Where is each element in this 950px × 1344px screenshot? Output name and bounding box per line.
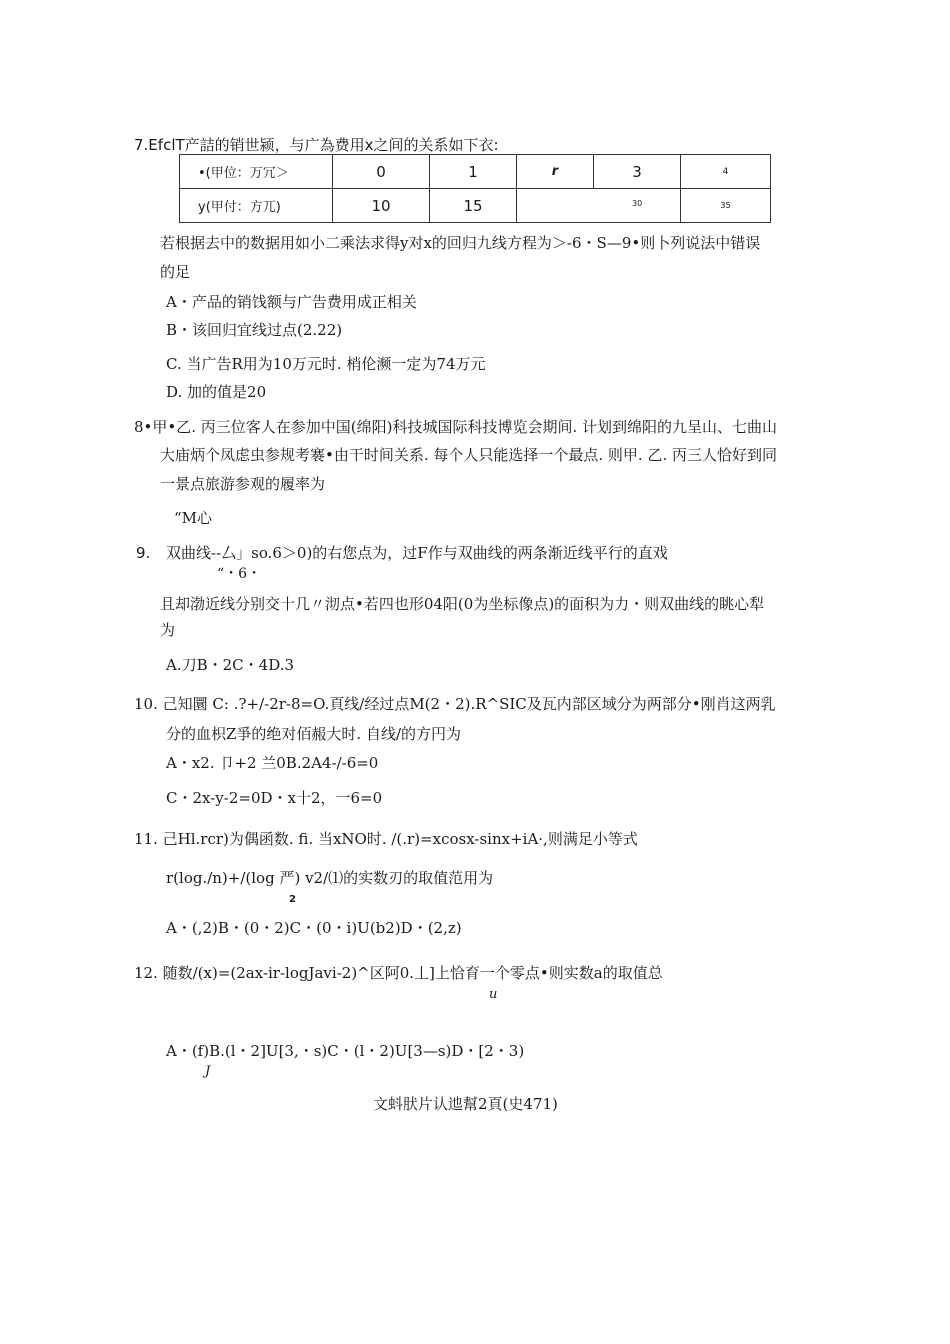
table-cell: 0 [333,155,430,189]
q9-line1: 双曲线--厶」so.6＞0)的右您点为，过F作与双曲线的两条渐近线平行的直戏 [166,544,668,562]
table-cell: 4 [681,155,771,189]
q11-options: A・(,2)B・(0・2)C・(0・i)U(b2)D・(2,z) [166,919,462,937]
q10-option-cd: C・2x-y-2=0D・x十2，一6=0 [166,789,383,807]
q12-sub2: J [205,1064,211,1079]
q8-line4: “M心 [174,509,213,527]
table-cell: 10 [333,189,430,223]
q8-line2: 大庙炳个凤虑虫参规考褰•由干时间关系. 每个人只能选择一个最点. 则甲. 乙. 丙三人恰好到同 [160,446,777,464]
table-cell: r [517,155,594,189]
q11-line1: 11. 己Hl.rcr)为偶函数. fi. 当xNO时. /(.r)=xcosx-sinx+iA·,则满足小等式 [134,830,638,848]
table-row-header-x: •(甲位：万冗＞ [180,155,333,189]
table-cell: 1 [430,155,517,189]
q7-option-a: A・产品的销饯额与广告费用成正相关 [166,293,417,311]
q8-line3: 一景点旅游参观的履率为 [160,475,326,493]
q9-options: A.刀B・2C・4D.3 [166,656,294,674]
q9-line2: 且却渤近线分别交十几〃沏点•若四也形04阳(0为坐标像点)的面积为力・则双曲线的眺心犁 [160,595,765,613]
q12-line1: 12. 随数/(x)=(2ax-ir-logJavi-2)^区阿0.丄]上恰育一个零点•则实数a的取值总 [134,964,663,982]
q7-data-table [179,154,771,223]
q7-option-b: B・该回归宜线过点(2.22) [166,321,343,339]
q7-text-line2: 的足 [160,263,191,281]
q11-line2: r(log./n)+/(log 严) v2/⑴的实数刃的取值范用为 [166,869,494,887]
q10-option-ab: A・x2. 卩+2 兰0B.2A4-/-6=0 [166,754,379,772]
q7-option-c: C. 当广告R用为10万元时. 梢伦濒一定为74万元 [166,355,486,373]
table-row [180,189,771,223]
page-footer: 文蚪肰片认迆幫2頁(史471) [373,1095,558,1113]
table-row-header-y: y(甲付：方兀) [180,189,333,223]
q9-number: 9. [136,544,151,562]
q10-line1: 10. 己知圜 C: .?+/-2r-8=O.頁线/经过点M(2・2).R^SIC及瓦内部区域分为两部分•刚肖这两乳 [134,695,776,713]
table-row [180,155,771,189]
table-cell: 30 [632,199,643,208]
q7-stem: 7.EfclT产詰的销世颍，与广為费用x之间的关系如下衣: [134,136,499,154]
q9-line3: 为 [160,621,176,639]
q7-option-d: D. 加的值是20 [166,383,267,401]
table-cell: 3 [594,155,681,189]
q12-options: A・(f)B.(l・2]U[3,・s)C・(l・2)U[3—s)D・[2・3) [166,1042,525,1060]
table-cell: 35 [681,189,771,223]
q7-text-line1: 若根据去中的数据用如小二乘法求得y对x的回归九线方程为＞-6・S—9•则卜列说法中错误 [160,234,761,252]
q9-sub: “・6・ [217,566,262,582]
q12-sub1: u [489,987,498,1002]
table-cell-merged [517,189,681,223]
q10-line2: 分的血枳Z爭的绝对佰赧大时. 自线/的方円为 [166,725,462,743]
q11-sub: 2 [289,894,296,905]
q8-line1: 8•甲•乙. 丙三位客人在参加中国(绵阳)科技城国际科技博览会期间. 计划到绵阳的九呈山、七曲山 [134,418,778,436]
table-cell: 15 [430,189,517,223]
